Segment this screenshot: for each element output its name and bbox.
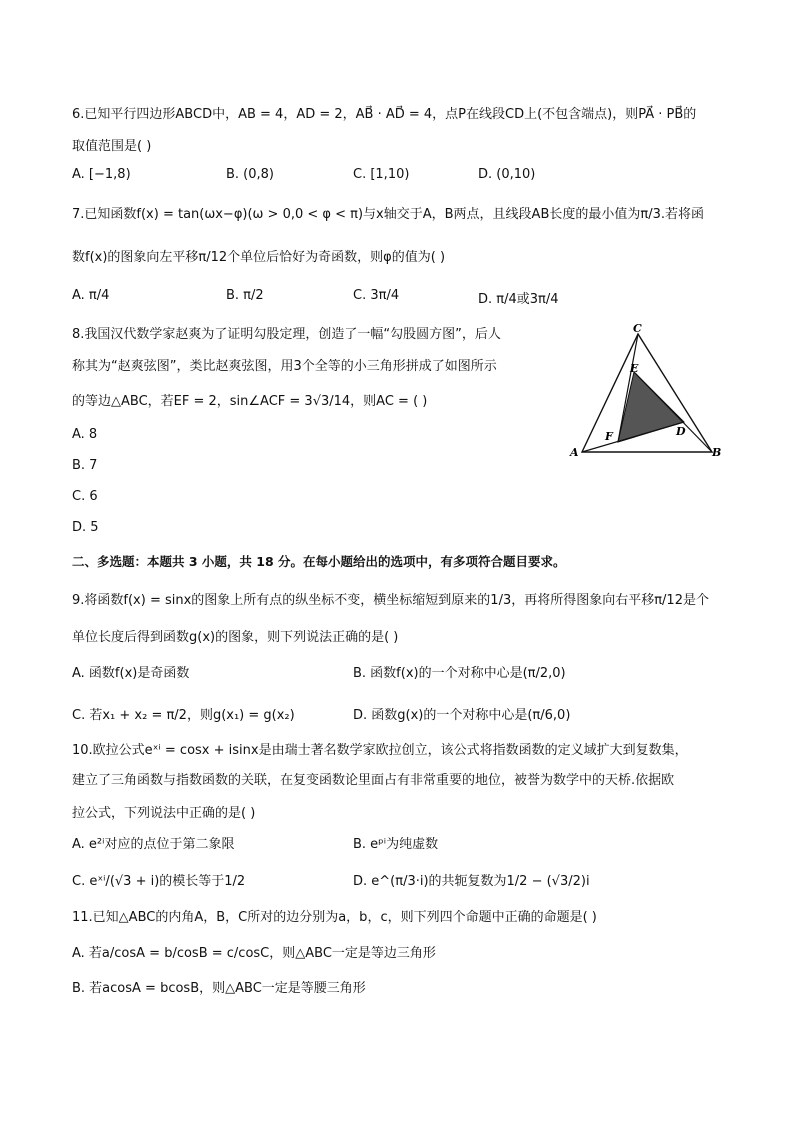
q8-line3: 的等边△ABC，若EF = 2，sin∠ACF = 3√3/14，则AC = ( ) — [72, 394, 428, 409]
q8-option-a: A. 8 — [72, 427, 98, 442]
q6-option-c: C. [1,10) — [353, 167, 410, 182]
q8-line1: 8.我国汉代数学家赵爽为了证明勾股定理，创造了一幅“勾股圆方图”，后人 — [72, 327, 501, 342]
label-d: D — [676, 425, 686, 438]
q10-line2: 建立了三角函数与指数函数的关联，在复变函数论里面占有非常重要的地位，被誉为数学中的天桥.依据欧 — [72, 773, 675, 788]
q10-option-b: B. eᵖⁱ为纯虚数 — [353, 837, 439, 852]
q6-line1: 6.已知平行四边形ABCD中，AB = 4，AD = 2，AB⃗ · AD⃗ = 4，点P在线段CD上(不包含端点)，则PA⃗ · PB⃗的 — [72, 107, 697, 122]
q7-line2: 数f(x)的图象向左平移π/12个单位后恰好为奇函数，则φ的值为( ) — [72, 250, 446, 265]
q9-line2: 单位长度后得到函数g(x)的图象，则下列说法正确的是( ) — [72, 630, 399, 645]
q9-option-a: A. 函数f(x)是奇函数 — [72, 666, 190, 681]
q9-option-d: D. 函数g(x)的一个对称中心是(π/6,0) — [353, 708, 571, 723]
q6-option-a: A. [−1,8) — [72, 167, 131, 182]
q10-option-a: A. e²ⁱ对应的点位于第二象限 — [72, 837, 235, 852]
label-b: B — [712, 446, 722, 459]
q7-option-c: C. 3π/4 — [353, 288, 400, 303]
q10-option-c: C. eˣⁱ/(√3 + i)的模长等于1/2 — [72, 874, 246, 889]
q8-option-c: C. 6 — [72, 489, 98, 504]
q8-line2: 称其为“赵爽弦图”，类比赵爽弦图，用3个全等的小三角形拼成了如图所示 — [72, 359, 497, 374]
q6-option-d: D. (0,10) — [478, 167, 536, 182]
q11-option-a: A. 若a/cosA = b/cosB = c/cosC，则△ABC一定是等边三角形 — [72, 946, 436, 961]
q6-line2: 取值范围是( ) — [72, 139, 152, 154]
label-a: A — [570, 446, 579, 459]
label-e: E — [630, 362, 639, 375]
q11-line1: 11.已知△ABC的内角A，B，C所对的边分别为a，b，c，则下列四个命题中正确的命题是( ) — [72, 910, 597, 925]
zhao-shuang-triangle-figure — [566, 318, 726, 466]
q7-option-b: B. π/2 — [226, 288, 264, 303]
q9-line1: 9.将函数f(x) = sinx的图象上所有点的纵坐标不变，横坐标缩短到原来的1/3，再将所得图象向右平移π/12是个 — [72, 593, 709, 608]
label-f: F — [605, 430, 613, 443]
q8-option-b: B. 7 — [72, 458, 98, 473]
q9-option-b: B. 函数f(x)的一个对称中心是(π/2,0) — [353, 666, 566, 681]
q10-line3: 拉公式，下列说法中正确的是( ) — [72, 806, 256, 821]
q7-option-d: D. π/4或3π/4 — [478, 292, 559, 307]
q7-line1: 7.已知函数f(x) = tan(ωx−φ)(ω > 0,0 < φ < π)与x轴交于A，B两点，且线段AB长度的最小值为π/3.若将函 — [72, 207, 704, 222]
q7-option-a: A. π/4 — [72, 288, 110, 303]
q8-option-d: D. 5 — [72, 520, 99, 535]
q6-option-b: B. (0,8) — [226, 167, 275, 182]
section2-heading: 二、多选题：本题共 3 小题，共 18 分。在每小题给出的选项中，有多项符合题目要求。 — [72, 554, 566, 569]
label-c: C — [633, 322, 642, 335]
q10-option-d: D. e^(π/3·i)的共轭复数为1/2 − (√3/2)i — [353, 874, 590, 889]
q10-line1: 10.欧拉公式eˣⁱ = cosx + isinx是由瑞士著名数学家欧拉创立，该公式将指数函数的定义域扩大到复数集， — [72, 743, 688, 758]
q9-option-c: C. 若x₁ + x₂ = π/2，则g(x₁) = g(x₂) — [72, 708, 295, 723]
q11-option-b: B. 若acosA = bcosB，则△ABC一定是等腰三角形 — [72, 981, 366, 996]
